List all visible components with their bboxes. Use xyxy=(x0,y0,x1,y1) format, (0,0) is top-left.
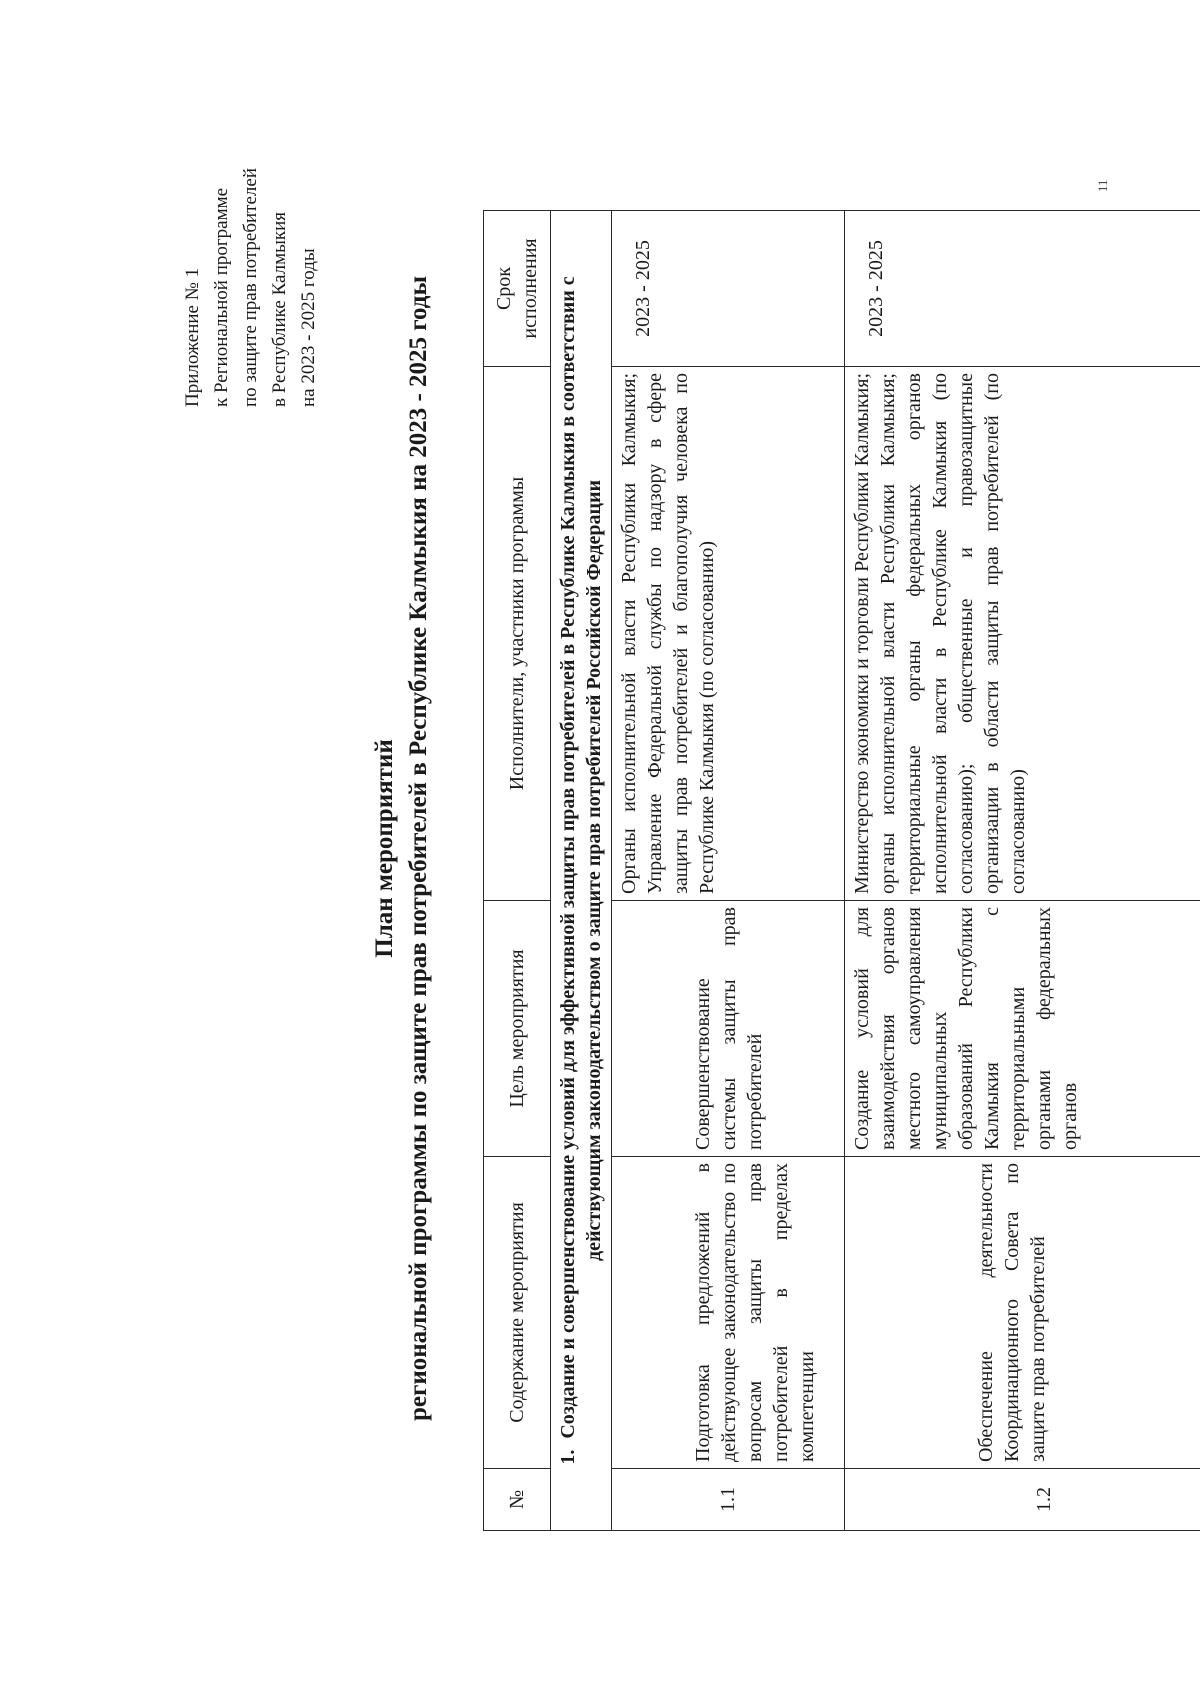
appendix-line: Приложение № 1 xyxy=(182,267,203,407)
appendix-note xyxy=(178,7,323,407)
row-period: 2023 - 2025 xyxy=(612,211,845,367)
appendix-line: на 2023 - 2025 годы xyxy=(298,248,319,407)
table-header-row xyxy=(484,211,551,1531)
header-period: Срок исполнения xyxy=(484,211,551,367)
row-content: Обеспечение деятельности Координационного Совета по защите прав потребителей xyxy=(845,1157,1200,1469)
row-number: 1.2 xyxy=(845,1469,1200,1531)
section-title xyxy=(551,211,612,1531)
row-period: 2023 - 2025 xyxy=(845,211,1200,367)
section-row xyxy=(551,211,612,1531)
plan-table xyxy=(483,210,1200,1531)
row-participants: Органы исполнительной власти Республики Калмыкия; Управление Федеральной службы по надзору в сфере защиты прав потребителей и благополучия человека по Республике Калмыкия (по согласованию) xyxy=(612,367,845,901)
section-text: Создание и совершенствование условий для эффективной защиты прав потребителей в Республике Калмыкия в соответствии с действующим законодательством о защите прав потребителей Российской Федерации xyxy=(557,276,605,1439)
appendix-line: по защите прав потребителей xyxy=(240,167,261,407)
appendix-line: в Республике Калмыкия xyxy=(269,211,290,407)
header-goal: Цель мероприятия xyxy=(484,901,551,1157)
section-number: 1. xyxy=(557,1449,579,1465)
header-participants: Исполнители, участники программы xyxy=(484,367,551,901)
row-goal: Создание условий для взаимодействия органов местного самоуправления муниципальных образований Республики Калмыкия с территориальными органами федеральных органов xyxy=(845,901,1200,1157)
header-content: Содержание мероприятия xyxy=(484,1157,551,1469)
appendix-line: к Региональной программе xyxy=(211,187,232,407)
title-line-2: региональной программы по защите прав потребителей в Республике Калмыкия на 2023 - 2025 годы xyxy=(405,276,432,1421)
table-row xyxy=(845,211,1200,1531)
table-row xyxy=(612,211,845,1531)
row-participants: Министерство экономики и торговли Республики Калмыкия; органы исполнительной власти Республики Калмыкия; территориальные органы федеральных органов исполнительной власти в Республике Калмыкия (по согласованию); общественные и правозащитные организации в области защиты прав потребителей (по согласованию) xyxy=(845,367,1200,901)
document-title xyxy=(368,0,436,1697)
title-line-1: План мероприятий xyxy=(371,739,398,958)
row-content: Подготовка предложений в действующее законодательство по вопросам защиты прав потребителей в пределах компетенции xyxy=(612,1157,845,1469)
page-number: 11 xyxy=(1095,179,1110,192)
row-goal: Совершенствование системы защиты прав потребителей xyxy=(612,901,845,1157)
header-number: № xyxy=(484,1469,551,1531)
row-number: 1.1 xyxy=(612,1469,845,1531)
